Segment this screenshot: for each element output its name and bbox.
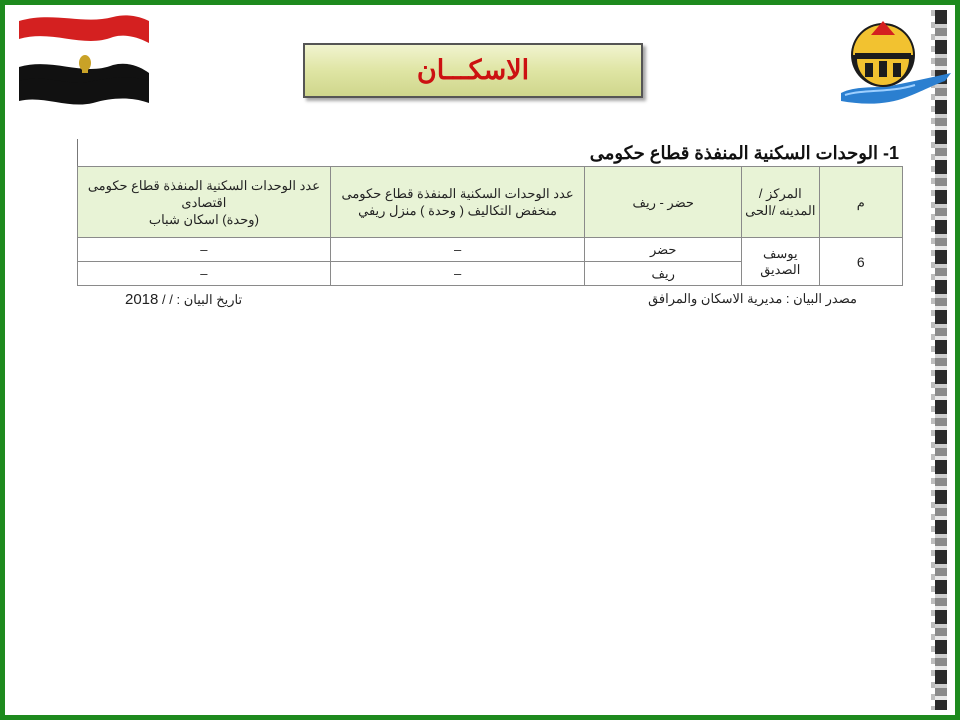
- header-economic-line2: اقتصادى: [181, 194, 227, 210]
- data-date: [125, 291, 242, 308]
- header-low-cost-line2: منخفض التكاليف ( وحدة ) منزل ريفي: [358, 203, 557, 218]
- date-label: تاريخ البيان :: [176, 292, 243, 307]
- header-m: م: [819, 167, 902, 238]
- data-source: مصدر البيان : مديرية الاسكان والمرافق: [648, 291, 857, 306]
- center-name: يوسف الصديق: [742, 238, 819, 286]
- egypt-flag-icon: [13, 11, 153, 109]
- header-low-cost: [330, 167, 585, 238]
- date-value: / /: [162, 292, 173, 307]
- film-strip-decoration: [935, 10, 947, 710]
- header-low-cost-line1: عدد الوحدات السكنية المنفذة قطاع حكومى: [341, 186, 574, 201]
- table-header-row: [78, 167, 903, 238]
- row-number: 6: [819, 238, 902, 286]
- header-type: حضر - ريف: [585, 167, 742, 238]
- row-rural-economic: –: [78, 262, 331, 286]
- header-center: المركز /المدينه /الحى: [742, 167, 819, 238]
- row-type-urban: حضر: [585, 238, 742, 262]
- header-economic: [78, 167, 331, 238]
- section-heading: 1- الوحدات السكنية المنفذة قطاع حكومى: [77, 139, 903, 167]
- page-title-box: [303, 43, 643, 98]
- table-row: [78, 238, 903, 262]
- footer-line: [77, 291, 903, 311]
- row-type-rural: ريف: [585, 262, 742, 286]
- governorate-logo-icon: [837, 15, 955, 110]
- row-urban-low-cost: –: [330, 238, 585, 262]
- housing-table: [77, 166, 903, 286]
- page-title: الاسكـــان: [416, 55, 530, 85]
- header-economic-line1: عدد الوحدات السكنية المنفذة قطاع حكومى: [87, 177, 320, 193]
- header-economic-line3: (وحدة) اسكان شباب: [148, 211, 259, 227]
- row-rural-low-cost: –: [330, 262, 585, 286]
- row-urban-economic: –: [78, 238, 331, 262]
- date-year: 2018: [125, 291, 159, 308]
